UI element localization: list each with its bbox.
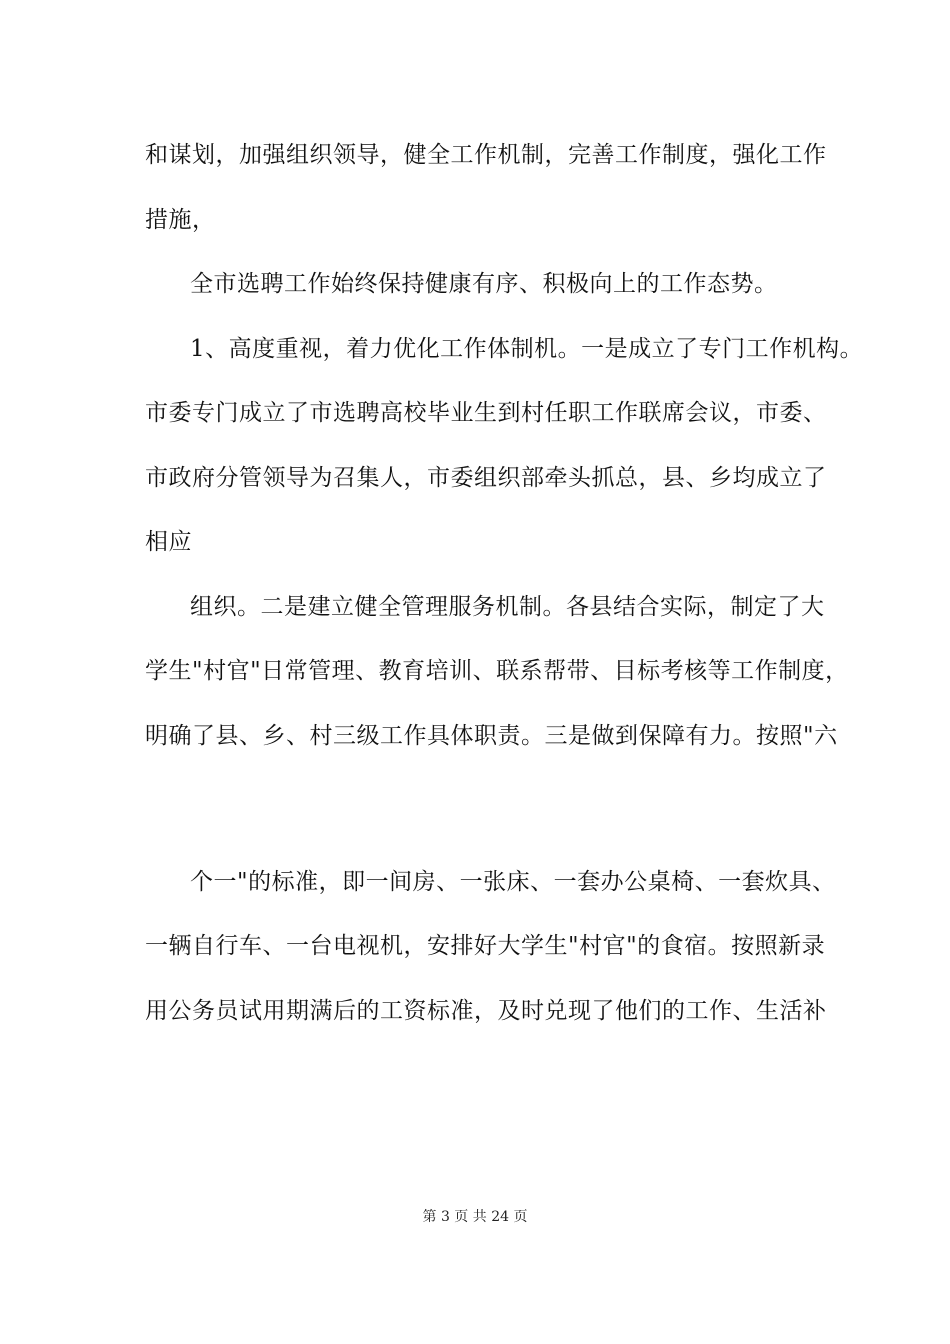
body-line-1: 和谋划，加强组织领导，健全工作机制，完善工作制度，强化工作 bbox=[145, 142, 827, 168]
body-line-2: 措施， bbox=[145, 207, 216, 233]
body-line-7: 相应 bbox=[145, 529, 192, 555]
body-line-12: 一辆自行车、一台电视机，安排好大学生"村官"的食宿。按照新录 bbox=[145, 933, 826, 959]
body-line-5: 市委专门成立了市选聘高校毕业生到村任职工作联席会议，市委、 bbox=[145, 400, 827, 426]
body-line-13: 用公务员试用期满后的工资标准，及时兑现了他们的工作、生活补 bbox=[145, 998, 827, 1024]
body-line-11: 个一"的标准，即一间房、一张床、一套办公桌椅、一套炊具、 bbox=[190, 869, 836, 895]
body-line-3: 全市选聘工作始终保持健康有序、积极向上的工作态势。 bbox=[190, 271, 778, 297]
body-line-6: 市政府分管领导为召集人，市委组织部牵头抓总，县、乡均成立了 bbox=[145, 465, 827, 491]
body-line-8: 组织。二是建立健全管理服务机制。各县结合实际，制定了大 bbox=[190, 594, 825, 620]
body-line-9: 学生"村官"日常管理、教育培训、联系帮带、目标考核等工作制度， bbox=[145, 658, 849, 684]
page-number-footer: 第 3 页 共 24 页 bbox=[422, 1209, 528, 1225]
body-line-4: 1、高度重视，着力优化工作体制机。一是成立了专门工作机构。 bbox=[190, 336, 864, 362]
body-line-10: 明确了县、乡、村三级工作具体职责。三是做到保障有力。按照"六 bbox=[145, 723, 838, 749]
